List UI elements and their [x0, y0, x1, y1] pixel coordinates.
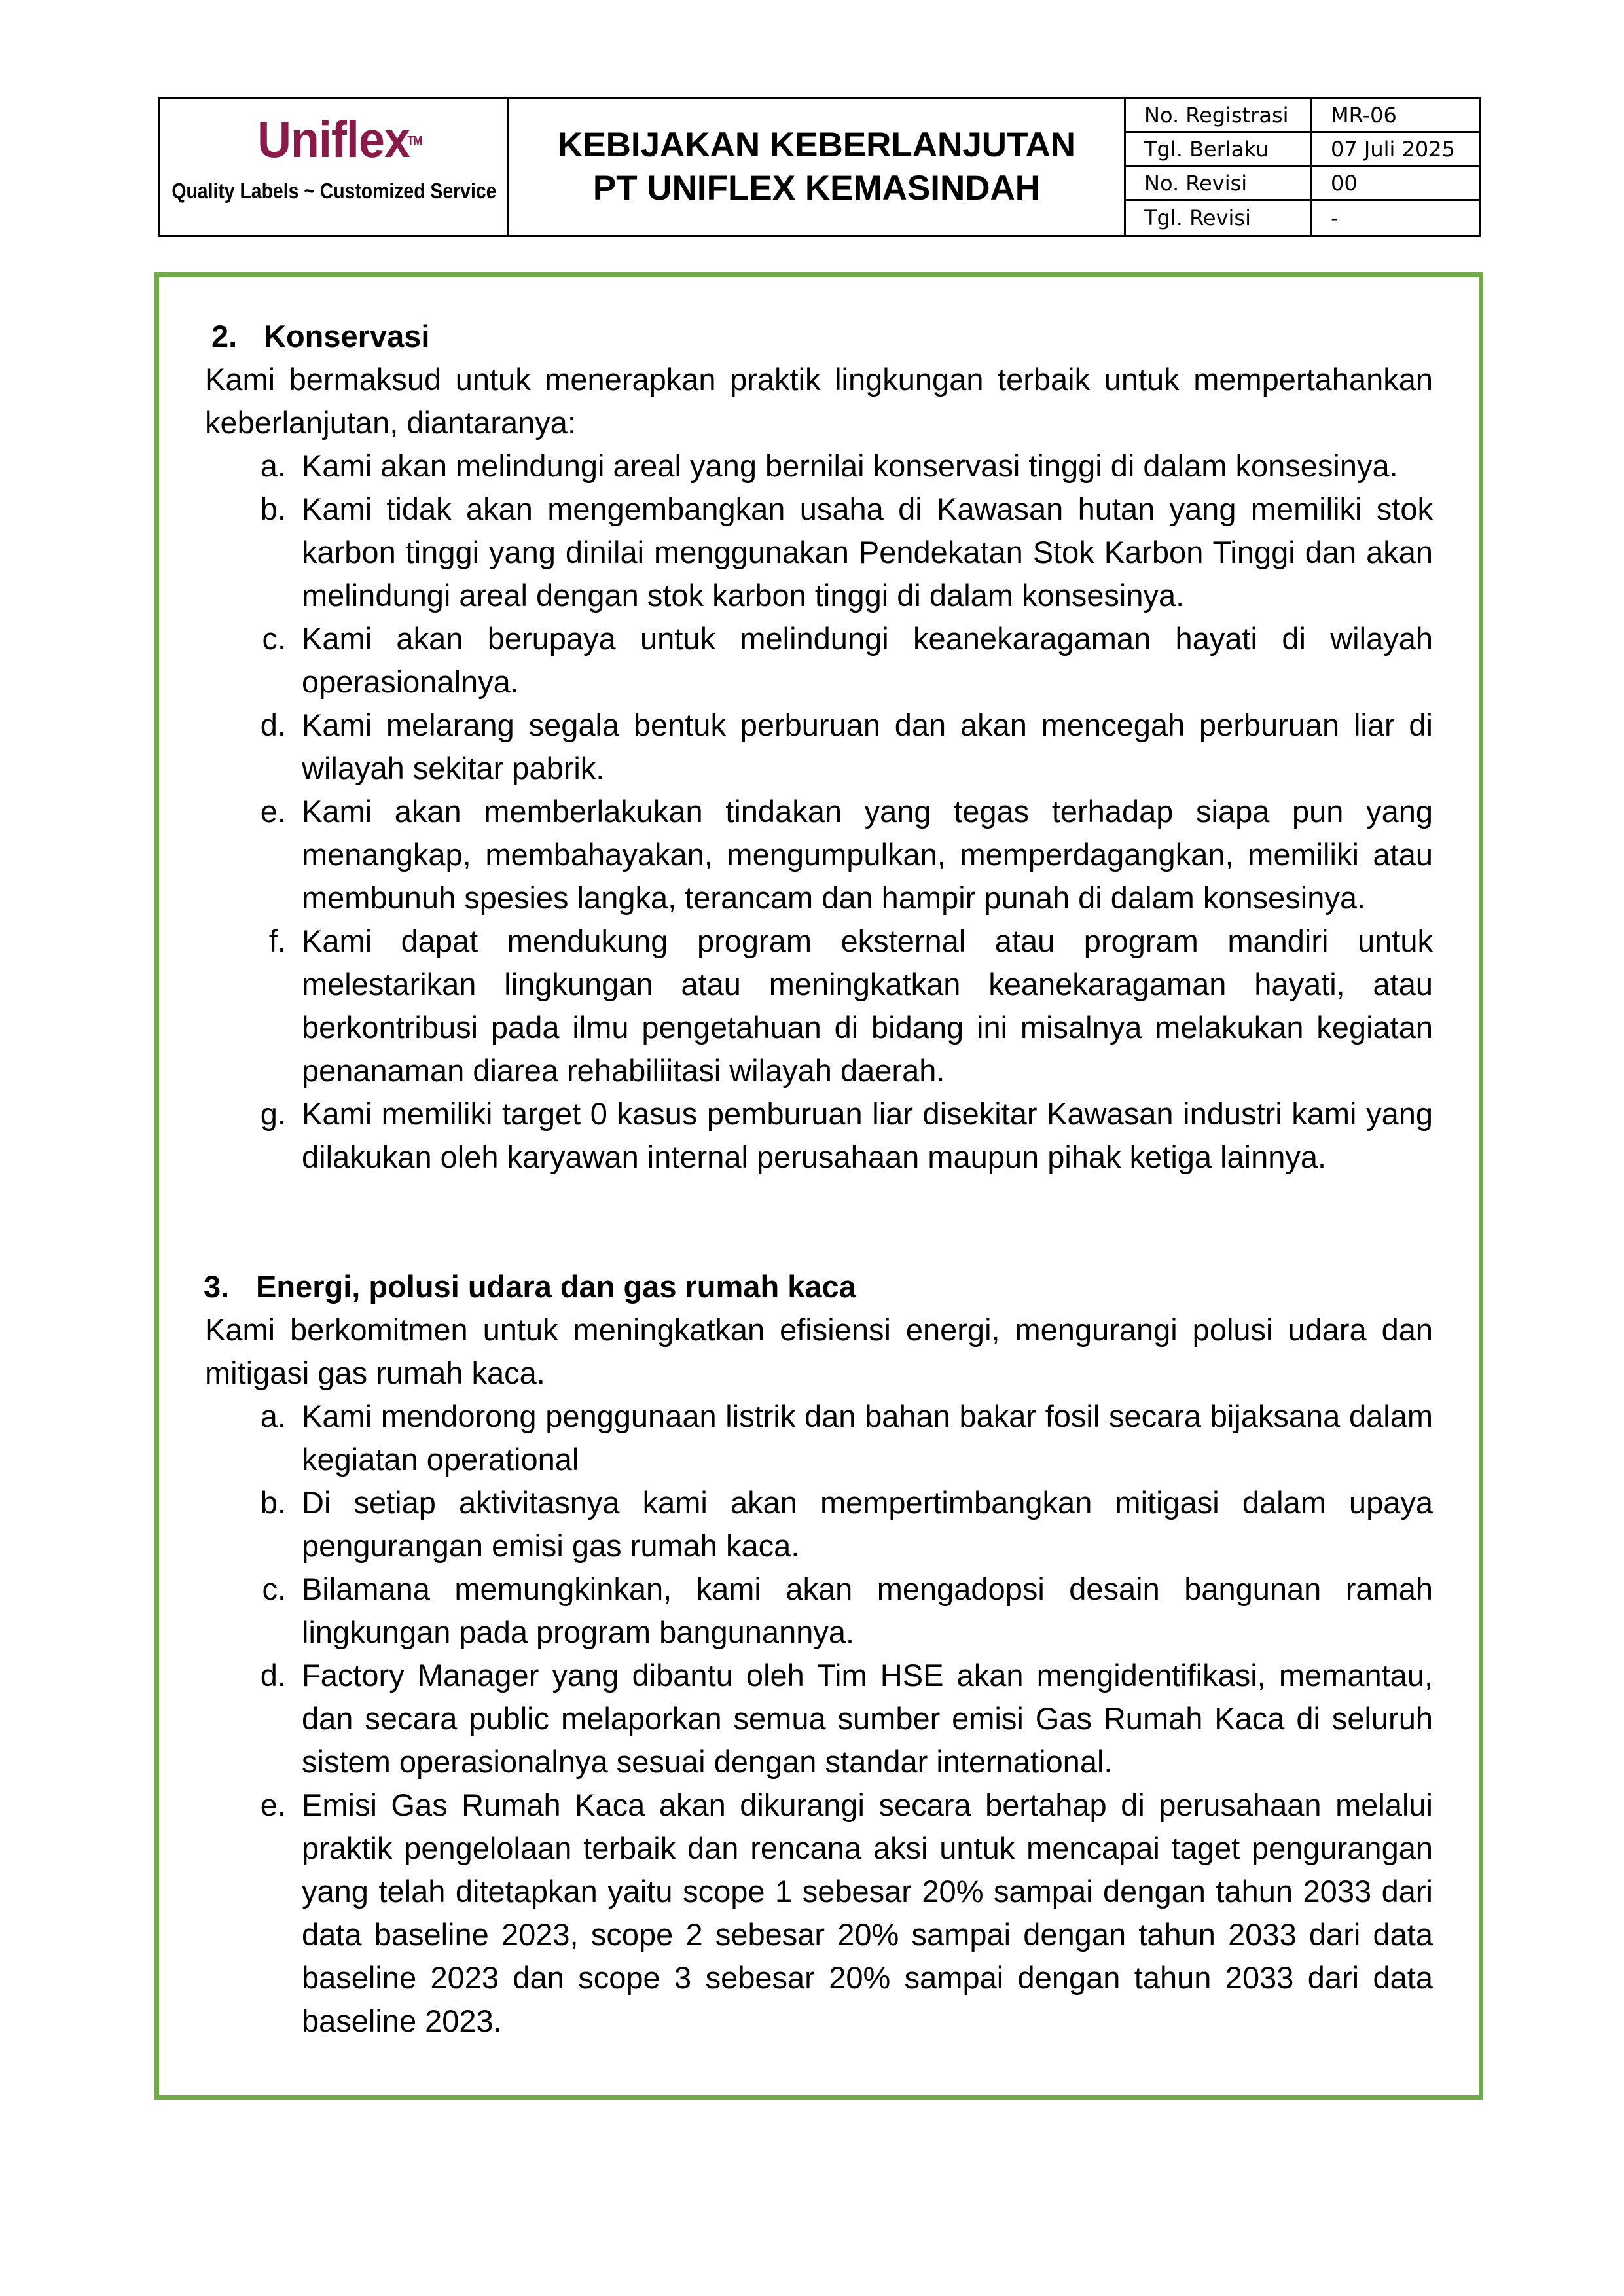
document-meta-table	[1126, 99, 1479, 235]
logo-brand: Uniflex	[257, 111, 410, 168]
list-text: Kami akan melindungi areal yang bernilai konservasi tinggi di dalam konsesinya.	[302, 448, 1398, 483]
list-marker: d.	[260, 1658, 286, 1693]
section-heading	[204, 315, 1433, 358]
list-item	[204, 1654, 1433, 1784]
list-marker: f.	[268, 924, 286, 958]
list-text: Kami dapat mendukung program eksternal atau program mandiri untuk melestarikan lingkungan atau meningkatkan keanekaragaman hayati, atau berkontribusi pada ilmu pengetahuan di bidang ini misalnya melakukan kegiatan penanaman diarea rehabiliitasi wilayah daerah.	[302, 924, 1433, 1088]
section-number: 3.	[204, 1269, 230, 1304]
section-intro: Kami berkomitmen untuk meningkatkan efisiensi energi, mengurangi polusi udara dan mitigasi gas rumah kaca.	[205, 1312, 1433, 1390]
section-heading	[204, 1265, 1433, 1308]
section-spacer	[204, 1179, 1433, 1265]
list-marker: c.	[262, 621, 286, 656]
list-item	[204, 1784, 1433, 2043]
list-item	[204, 488, 1433, 617]
list-marker: d.	[260, 708, 286, 742]
list-text: Kami memiliki target 0 kasus pemburuan liar disekitar Kawasan industri kami yang dilakukan oleh karyawan internal perusahaan maupun pihak ketiga lainnya.	[302, 1096, 1433, 1174]
logo-wordmark	[257, 111, 422, 168]
document-title	[509, 99, 1126, 235]
list-text: Emisi Gas Rumah Kaca akan dikurangi secara bertahap di perusahaan melalui praktik pengelolaan terbaik dan rencana aksi untuk mencapai taget pengurangan yang telah ditetapkan yaitu scope 1 sebesar 20% sampai dengan tahun 2033 dari data baseline 2023, scope 2 sebesar 20% sampai dengan tahun 2033 dari data baseline 2023 dan scope 3 sebesar 20% sampai dengan tahun 2033 dari data baseline 2023.	[302, 1787, 1433, 2038]
list-item	[204, 1568, 1433, 1654]
list-marker: a.	[260, 1399, 286, 1433]
list-marker: e.	[260, 1787, 286, 1822]
list-item	[204, 790, 1433, 920]
list-marker: b.	[260, 1485, 286, 1520]
title-line-2: PT UNIFLEX KEMASINDAH	[592, 169, 1041, 207]
meta-label: No. Revisi	[1126, 167, 1312, 201]
trademark-mark: TM	[407, 134, 422, 147]
meta-label: Tgl. Revisi	[1126, 201, 1312, 235]
list-item	[204, 1395, 1433, 1481]
policy-content-box	[154, 272, 1483, 2100]
list-item	[204, 617, 1433, 704]
list-item	[204, 444, 1433, 488]
meta-label: Tgl. Berlaku	[1126, 133, 1312, 167]
list-text: Kami melarang segala bentuk perburuan dan akan mencegah perburuan liar di wilayah sekitar pabrik.	[302, 708, 1433, 785]
document-header	[158, 97, 1481, 237]
list-text: Kami akan berupaya untuk melindungi keanekaragaman hayati di wilayah operasionalnya.	[302, 621, 1433, 699]
list-text: Kami tidak akan mengembangkan usaha di Kawasan hutan yang memiliki stok karbon tinggi yang dinilai menggunakan Pendekatan Stok Karbon Tinggi dan akan melindungi areal dengan stok karbon tinggi di dalam konsesinya.	[302, 492, 1433, 613]
section-number: 2.	[211, 319, 238, 353]
list-text: Factory Manager yang dibantu oleh Tim HSE akan mengidentifikasi, memantau, dan secara public melaporkan semua sumber emisi Gas Rumah Kaca di seluruh sistem operasionalnya sesuai dengan standar international.	[302, 1658, 1433, 1779]
list-item	[204, 704, 1433, 790]
list-marker: a.	[260, 448, 286, 483]
meta-value: 00	[1312, 167, 1479, 201]
list-marker: g.	[260, 1096, 286, 1131]
meta-value: MR-06	[1312, 99, 1479, 133]
section-intro: Kami bermaksud untuk menerapkan praktik lingkungan terbaik untuk mempertahankan keberlanjutan, diantaranya:	[205, 362, 1433, 440]
list-text: Di setiap aktivitasnya kami akan mempertimbangkan mitigasi dalam upaya pengurangan emisi gas rumah kaca.	[302, 1485, 1433, 1563]
list-text: Kami akan memberlakukan tindakan yang tegas terhadap siapa pun yang menangkap, membahayakan, mengumpulkan, memperdagangkan, memiliki atau membunuh spesies langka, terancam dan hampir punah di dalam konsesinya.	[302, 794, 1433, 915]
section-title: Energi, polusi udara dan gas rumah kaca	[256, 1269, 856, 1304]
policy-content	[204, 315, 1433, 2043]
meta-label: No. Registrasi	[1126, 99, 1312, 133]
title-line-1: KEBIJAKAN KEBERLANJUTAN	[557, 126, 1076, 164]
list-marker: c.	[262, 1571, 286, 1606]
list-item	[204, 1092, 1433, 1179]
list-text: Bilamana memungkinkan, kami akan mengadopsi desain bangunan ramah lingkungan pada program bangunannya.	[302, 1571, 1433, 1649]
section-title: Konservasi	[264, 319, 430, 353]
section-list	[204, 444, 1433, 1179]
meta-value: -	[1331, 206, 1339, 230]
meta-value: 07 Juli 2025	[1312, 133, 1479, 167]
list-marker: e.	[260, 794, 286, 829]
list-item	[204, 920, 1433, 1092]
list-item	[204, 1481, 1433, 1568]
section-list	[204, 1395, 1433, 2043]
company-logo	[160, 99, 509, 235]
list-marker: b.	[260, 492, 286, 526]
list-text: Kami mendorong penggunaan listrik dan bahan bakar fosil secara bijaksana dalam kegiatan operational	[302, 1399, 1433, 1477]
logo-tagline: Quality Labels ~ Customized Service	[171, 179, 497, 203]
